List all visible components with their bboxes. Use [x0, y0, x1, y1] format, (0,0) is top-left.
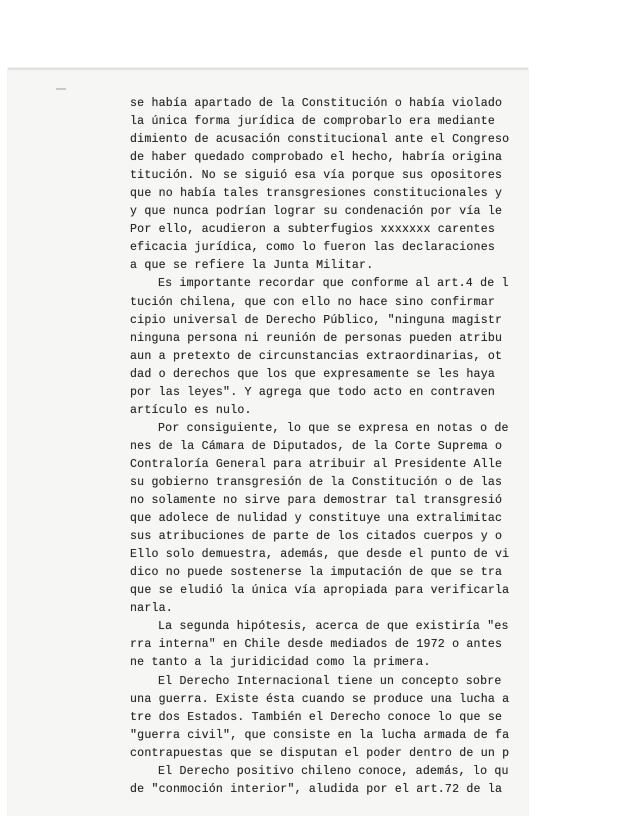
text-line: de "conmoción interior", aludida por el art.72 de la: [130, 782, 503, 796]
document-body: [130, 95, 528, 799]
text-line: y que nunca podrían lograr su condenación por vía le: [130, 205, 503, 219]
text-line: "guerra civil", que consiste en la lucha armada de fa: [130, 728, 510, 742]
text-line: El Derecho positivo chileno conoce, además, lo qu: [158, 764, 509, 778]
text-line: una guerra. Existe ésta cuando se produce una lucha a: [130, 692, 510, 706]
text-line: artículo es nulo.: [130, 403, 252, 417]
text-line: ninguna persona ni reunión de personas pueden atribu: [130, 331, 503, 345]
text-line: contrapuestas que se disputan el poder dentro de un p: [130, 746, 510, 760]
text-line: Por consiguiente, lo que se expresa en notas o de: [158, 421, 509, 435]
text-line: Contraloría General para atribuir al Presidente Alle: [130, 457, 503, 471]
text-line: tre dos Estados. También el Derecho conoce lo que se: [130, 710, 503, 724]
text-line: dico no puede sostenerse la imputación de que se tra: [130, 566, 503, 580]
text-line: la única forma jurídica de comprobarlo era mediante: [130, 115, 496, 129]
text-line: Ello solo demuestra, además, que desde el punto de vi: [130, 548, 510, 562]
text-line: dimiento de acusación constitucional ante el Congreso: [130, 133, 510, 147]
text-line: rra interna" en Chile desde mediados de 1972 o antes: [130, 638, 503, 652]
text-line: titución. No se siguió esa vía porque sus opositores: [130, 169, 503, 183]
text-line: tución chilena, que con ello no hace sino confirmar: [130, 295, 496, 309]
text-line: cipio universal de Derecho Público, "ninguna magistr: [130, 313, 503, 327]
text-line: Es importante recordar que conforme al art.4 de l: [158, 277, 509, 291]
text-line: Por ello, acudieron a subterfugios xxxxxxx carentes: [130, 223, 496, 237]
typewritten-page: [8, 68, 528, 816]
text-line: eficacia jurídica, como lo fueron las declaraciones: [130, 241, 496, 255]
text-line: que adolece de nulidad y constituye una extralimitac: [130, 512, 503, 526]
text-line: narla.: [130, 602, 173, 616]
text-line: dad o derechos que los que expresamente se les haya: [130, 367, 496, 381]
text-line: a que se refiere la Junta Militar.: [130, 259, 374, 273]
text-line: de haber quedado comprobado el hecho, habría origina: [130, 151, 503, 165]
text-line: que no había tales transgresiones constitucionales y: [130, 187, 503, 201]
text-line: se había apartado de la Constitución o había violado: [130, 97, 503, 110]
text-line: su gobierno transgresión de la Constitución o de las: [130, 475, 503, 489]
text-line: no solamente no sirve para demostrar tal transgresió: [130, 494, 503, 508]
text-line: nes de la Cámara de Diputados, de la Corte Suprema o: [130, 439, 503, 453]
text-line: El Derecho Internacional tiene un concepto sobre: [158, 674, 502, 688]
text-line: por las leyes". Y agrega que todo acto en contraven: [130, 385, 496, 399]
text-line: aun a pretexto de circunstancias extraordinarias, ot: [130, 349, 503, 363]
text-line: sus atribuciones de parte de los citados cuerpos y o: [130, 530, 503, 544]
text-line: La segunda hipótesis, acerca de que existiría "es: [158, 620, 509, 634]
text-line: ne tanto a la juridicidad como la primera.: [130, 656, 431, 670]
page-mark: [56, 88, 66, 90]
text-line: que se eludió la única vía apropiada para verificarla: [130, 584, 510, 598]
